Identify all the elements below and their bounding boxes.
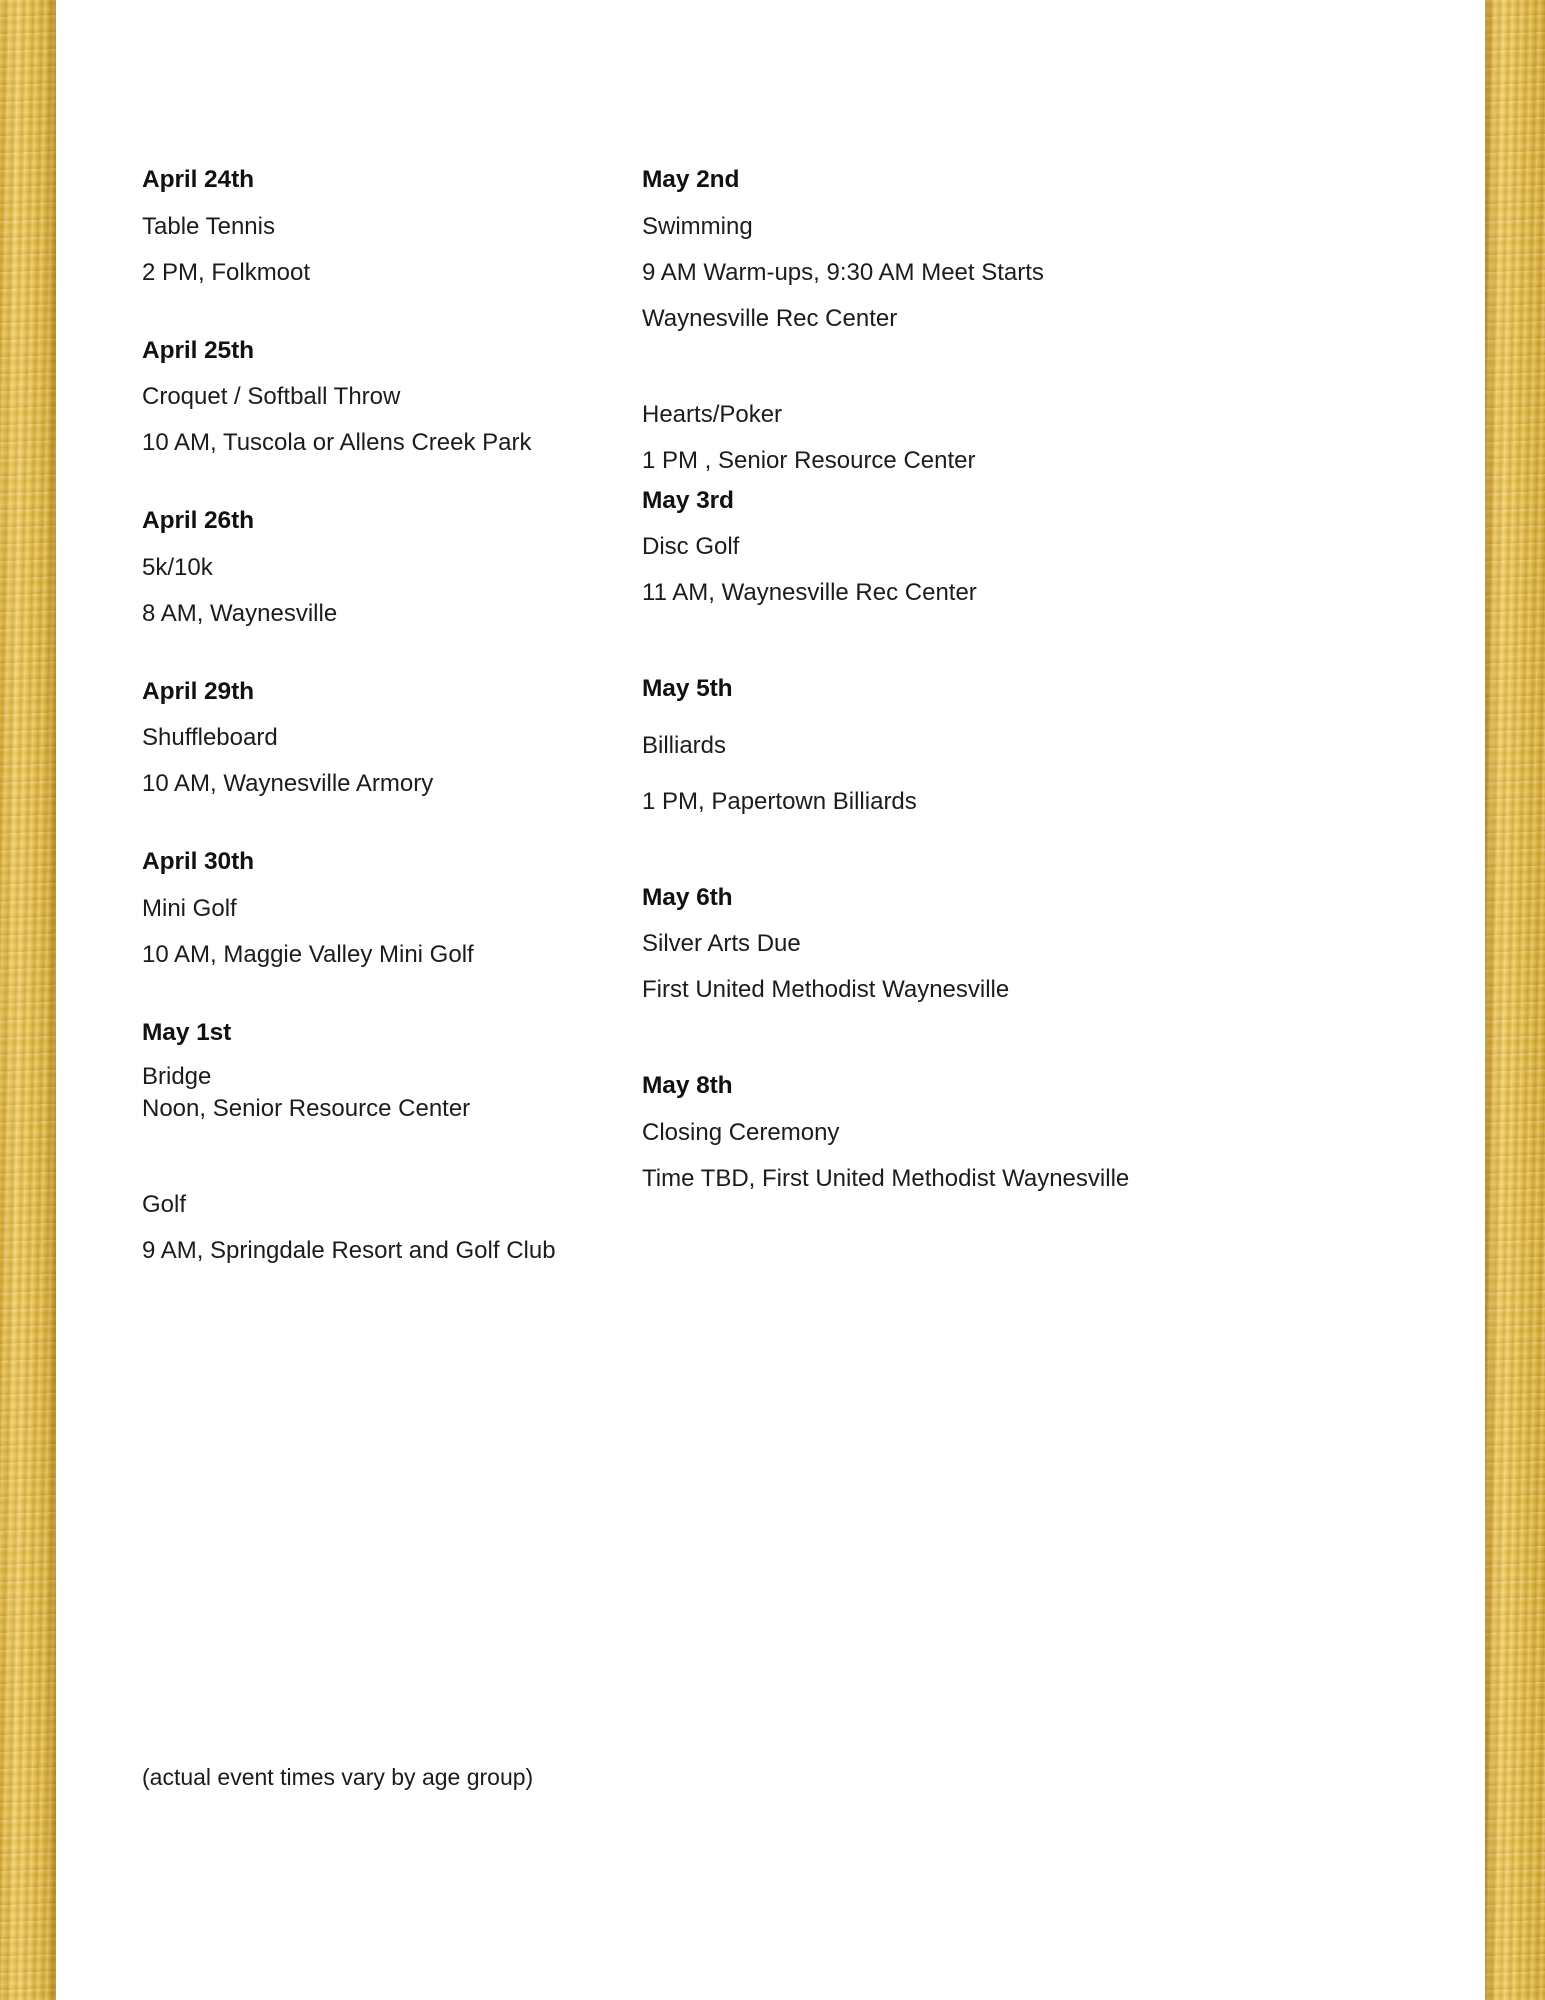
event-details: 10 AM, Waynesville Armory (142, 770, 434, 797)
event-block (142, 509, 642, 626)
event-date: April 25th (142, 336, 254, 364)
event-date: May 3rd (642, 486, 734, 514)
event-name: Billiards (642, 731, 727, 759)
event-block (642, 677, 1282, 814)
event-name: Silver Arts Due (642, 930, 801, 957)
event-name: Table Tennis (142, 212, 275, 240)
event-block (142, 850, 642, 967)
event-details: 2 PM, Folkmoot (142, 258, 311, 286)
event-block (642, 1074, 1282, 1191)
schedule-footnote: (actual event times vary by age group) (142, 1764, 534, 1790)
event-block (642, 168, 1282, 331)
event-date: April 26th (142, 507, 254, 534)
decorative-gold-border-left (0, 0, 56, 2000)
event-date: May 8th (642, 1072, 733, 1099)
event-date: May 5th (642, 675, 733, 702)
event-block (142, 677, 642, 797)
event-details: 10 AM, Maggie Valley Mini Golf (142, 940, 474, 968)
schedule-columns (142, 168, 1445, 1317)
event-name: Swimming (642, 212, 753, 240)
event-date: April 29th (142, 677, 254, 705)
event-date: May 6th (642, 883, 733, 911)
event-name: Hearts/Poker (642, 400, 783, 428)
event-location: Waynesville Rec Center (642, 304, 898, 332)
event-details: Noon, Senior Resource Center (142, 1095, 471, 1122)
event-details: 1 PM , Senior Resource Center (642, 446, 976, 474)
event-block (142, 336, 642, 456)
event-name: 5k/10k (142, 553, 213, 581)
event-details: 11 AM, Waynesville Rec Center (642, 579, 977, 606)
event-date: May 1st (142, 1018, 232, 1046)
event-name: Bridge (142, 1063, 212, 1090)
event-name: Shuffleboard (142, 724, 278, 751)
event-details: 9 AM, Springdale Resort and Golf Club (142, 1237, 556, 1264)
event-details: First United Methodist Waynesville (642, 976, 1010, 1003)
event-name: Golf (142, 1191, 187, 1218)
event-name: Croquet / Softball Throw (142, 383, 401, 410)
schedule-column-right (642, 168, 1282, 1317)
event-name: Closing Ceremony (642, 1118, 840, 1146)
event-block (142, 168, 642, 285)
event-name: Disc Golf (642, 533, 740, 560)
event-details: 9 AM Warm-ups, 9:30 AM Meet Starts (642, 258, 1044, 286)
event-details: 8 AM, Waynesville (142, 599, 338, 627)
event-block (642, 486, 1282, 606)
event-details: Time TBD, First United Methodist Waynesville (642, 1164, 1130, 1192)
event-details: 10 AM, Tuscola or Allens Creek Park (142, 429, 532, 456)
event-block (142, 1193, 642, 1263)
event-block (642, 400, 1282, 474)
document-page (56, 0, 1485, 2000)
event-date: April 24th (142, 166, 254, 193)
event-date: May 2nd (642, 166, 740, 193)
decorative-gold-border-right (1485, 0, 1545, 2000)
event-name: Mini Golf (142, 894, 237, 922)
schedule-column-left (142, 168, 642, 1317)
event-block (142, 1018, 642, 1122)
event-block (642, 883, 1282, 1003)
event-details: 1 PM, Papertown Billiards (642, 787, 917, 815)
event-date: April 30th (142, 848, 254, 875)
